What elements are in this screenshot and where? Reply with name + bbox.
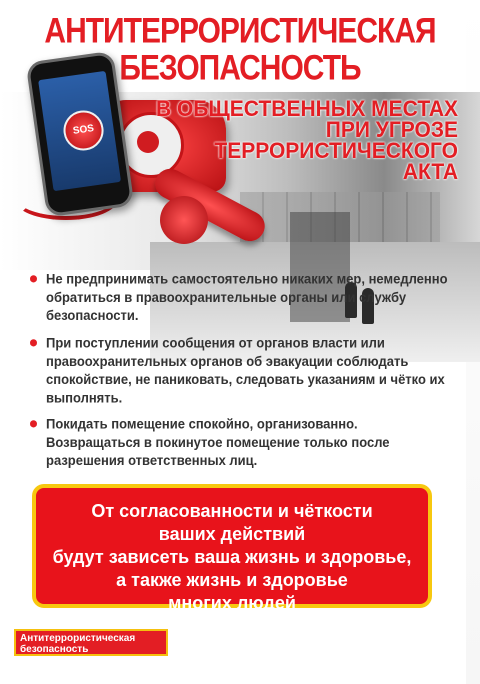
instruction-text: Покидать помещение спокойно, организованно. Возвращаться в покинутое помещение только после разрешения ответственных лиц. bbox=[46, 415, 390, 468]
poster-title-line-2: БЕЗОПАСНОСТЬ bbox=[119, 49, 361, 88]
footer-label-line: Антитеррористическая bbox=[20, 633, 136, 644]
instruction-item bbox=[30, 270, 450, 325]
footer-label-line: безопасность bbox=[20, 644, 89, 655]
subtitle-line: В ОБЩЕСТВЕННЫХ МЕСТАХ bbox=[155, 96, 458, 122]
footer-label bbox=[14, 629, 168, 656]
smartphone-screen bbox=[38, 71, 121, 191]
subtitle-line: АКТА bbox=[402, 159, 458, 185]
bullet-dot-icon bbox=[30, 339, 37, 346]
subtitle-line: ТЕРРОРИСТИЧЕСКОГО bbox=[214, 138, 458, 164]
warning-callout bbox=[32, 484, 432, 613]
poster-subtitle bbox=[155, 96, 458, 185]
callout-line: ваших действий bbox=[158, 524, 306, 544]
sos-button-icon: SOS bbox=[61, 108, 106, 153]
instruction-item bbox=[30, 334, 450, 407]
callout-line: многих людей bbox=[168, 593, 296, 613]
subtitle-line: ПРИ УГРОЗЕ bbox=[325, 117, 458, 143]
instruction-text: Не предпринимать самостоятельно никаких мер, немедленно обратиться в правоохранительные органы или службу безопасности. bbox=[46, 271, 448, 324]
callout-line: будут зависеть ваша жизнь и здоровье, bbox=[52, 547, 412, 567]
bullet-dot-icon bbox=[30, 275, 37, 282]
instruction-item bbox=[30, 415, 450, 470]
callout-line: От согласованности и чёткости bbox=[91, 501, 373, 521]
telephone-receiver-earpiece bbox=[160, 196, 208, 244]
instruction-list bbox=[30, 270, 450, 478]
instruction-text: При поступлении сообщения от органов власти или правоохранительных органов об эвакуации соблюдать спокойствие, не паниковать, следовать указаниям и чётко их выполнять. bbox=[46, 334, 445, 405]
poster-title-line-1: АНТИТЕРРОРИСТИЧЕСКАЯ bbox=[44, 12, 436, 51]
callout-line: а также жизнь и здоровье bbox=[116, 570, 348, 590]
bullet-dot-icon bbox=[30, 420, 37, 427]
